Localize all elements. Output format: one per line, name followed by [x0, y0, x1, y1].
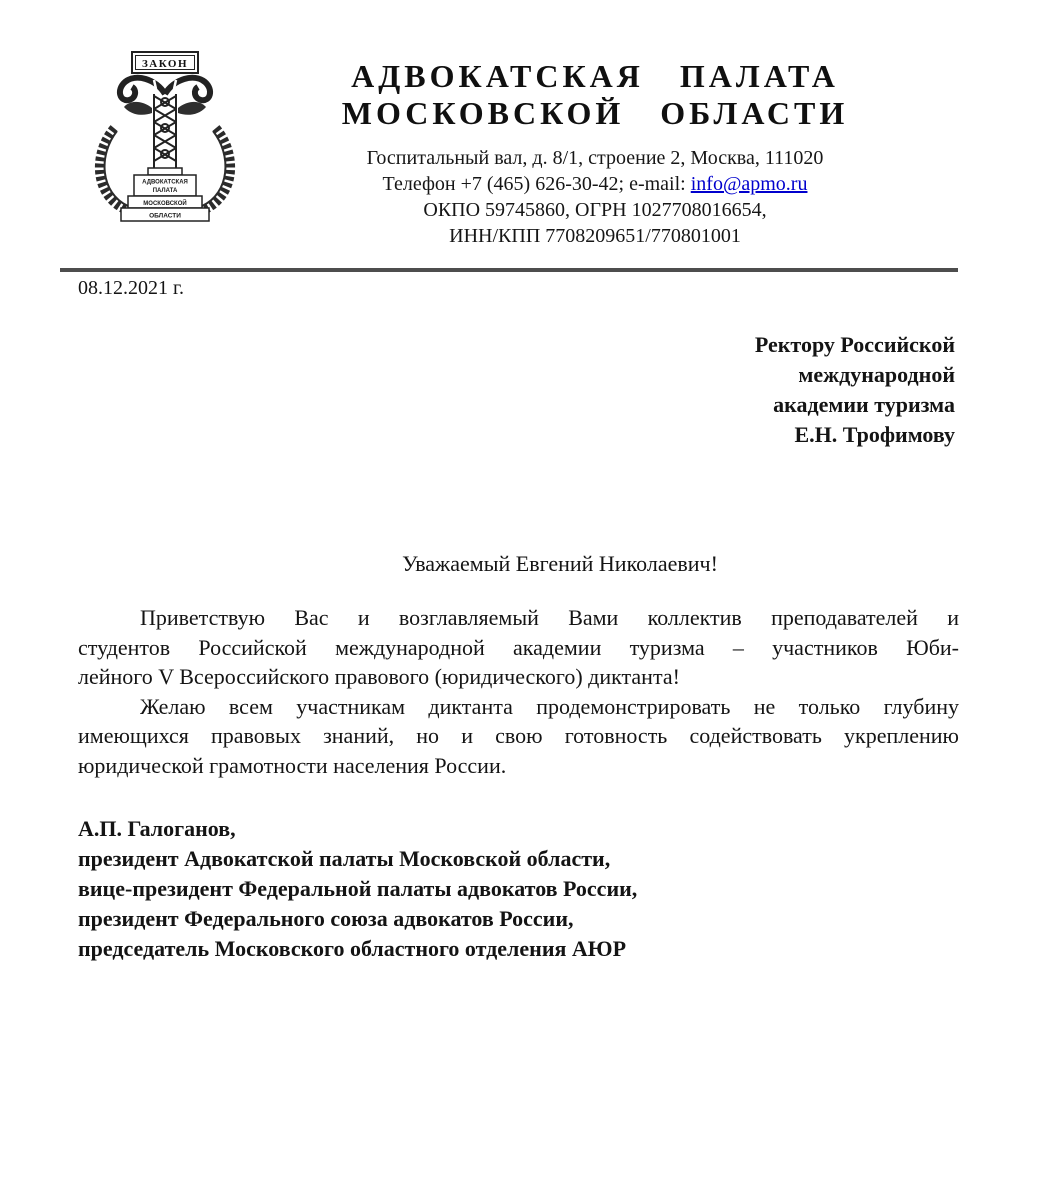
- pedestal-text-4: ОБЛАСТИ: [149, 212, 181, 220]
- org-phone-email: [260, 171, 930, 197]
- bar-association-emblem-logo: [86, 50, 246, 220]
- signature-block: [78, 814, 637, 964]
- paragraph2-line: юридической грамотности населения России.: [78, 752, 507, 778]
- salutation: Уважаемый Евгений Николаевич!: [402, 551, 718, 576]
- signer-title: президент Федерального союза адвокатов России,: [78, 906, 574, 931]
- contact-block: [260, 145, 930, 249]
- wings-ornament: [124, 102, 206, 115]
- recipient-block: [755, 330, 955, 450]
- paragraph1-line: студентов Российской международной академии туризма – участников Юби-: [78, 634, 959, 660]
- signer-title: президент Адвокатской палаты Московской области,: [78, 846, 611, 871]
- org-name: [260, 58, 930, 132]
- braided-column: [154, 94, 176, 168]
- pedestal-text-1: АДВОКАТСКАЯ: [142, 179, 188, 186]
- pedestal-text-3: МОСКОВСКОЙ: [143, 201, 187, 207]
- org-registration-line1: ОКПО 59745860, ОГРН 1027708016654,: [423, 199, 767, 221]
- org-registration-line2: ИНН/КПП 7708209651/770801001: [449, 225, 741, 247]
- email-link[interactable]: info@apmo.ru: [690, 173, 808, 195]
- recipient-line: Ректору Российской: [754, 332, 955, 357]
- paragraph1-line: Приветствую Вас и возглавляемый Вами коллектив преподавателей и: [140, 605, 959, 630]
- paragraph2-line: имеющихся правовых знаний, но и свою готовность содействовать укреплению: [78, 723, 959, 748]
- horns-ornament: [120, 78, 210, 100]
- letter-body: [78, 603, 959, 780]
- law-banner-text: ЗАКОН: [141, 58, 189, 70]
- paragraph1-line: лейного V Всероссийского правового (юридического) диктанта!: [78, 664, 680, 689]
- recipient-line: Е.Н. Трофимову: [794, 422, 955, 447]
- pedestal: [121, 168, 209, 221]
- org-name-line1: АДВОКАТСКАЯ ПАЛАТА: [351, 58, 839, 94]
- recipient-line: академии туризма: [773, 392, 955, 417]
- org-name-line2: МОСКОВСКОЙ ОБЛАСТИ: [341, 95, 849, 131]
- org-address: Госпитальный вал, д. 8/1, строение 2, Москва, 111020: [366, 147, 824, 169]
- paragraph2-line: Желаю всем участникам диктанта продемонстрировать не только глубину: [140, 693, 959, 719]
- letter-date: 08.12.2021 г.: [78, 277, 184, 299]
- signer-name: А.П. Галоганов,: [78, 816, 236, 841]
- law-banner: [132, 52, 198, 73]
- header-divider-rule: [60, 268, 958, 272]
- pedestal-text-2: ПАЛАТА: [152, 188, 178, 194]
- signer-title: председатель Московского областного отделения АЮР: [78, 936, 627, 961]
- phone-text: Телефон +7 (465) 626-30-42; e-mail:: [382, 173, 691, 195]
- signer-title: вице-президент Федеральной палаты адвокатов России,: [78, 876, 638, 901]
- recipient-line: международной: [798, 362, 955, 387]
- letterhead-block: [260, 0, 930, 249]
